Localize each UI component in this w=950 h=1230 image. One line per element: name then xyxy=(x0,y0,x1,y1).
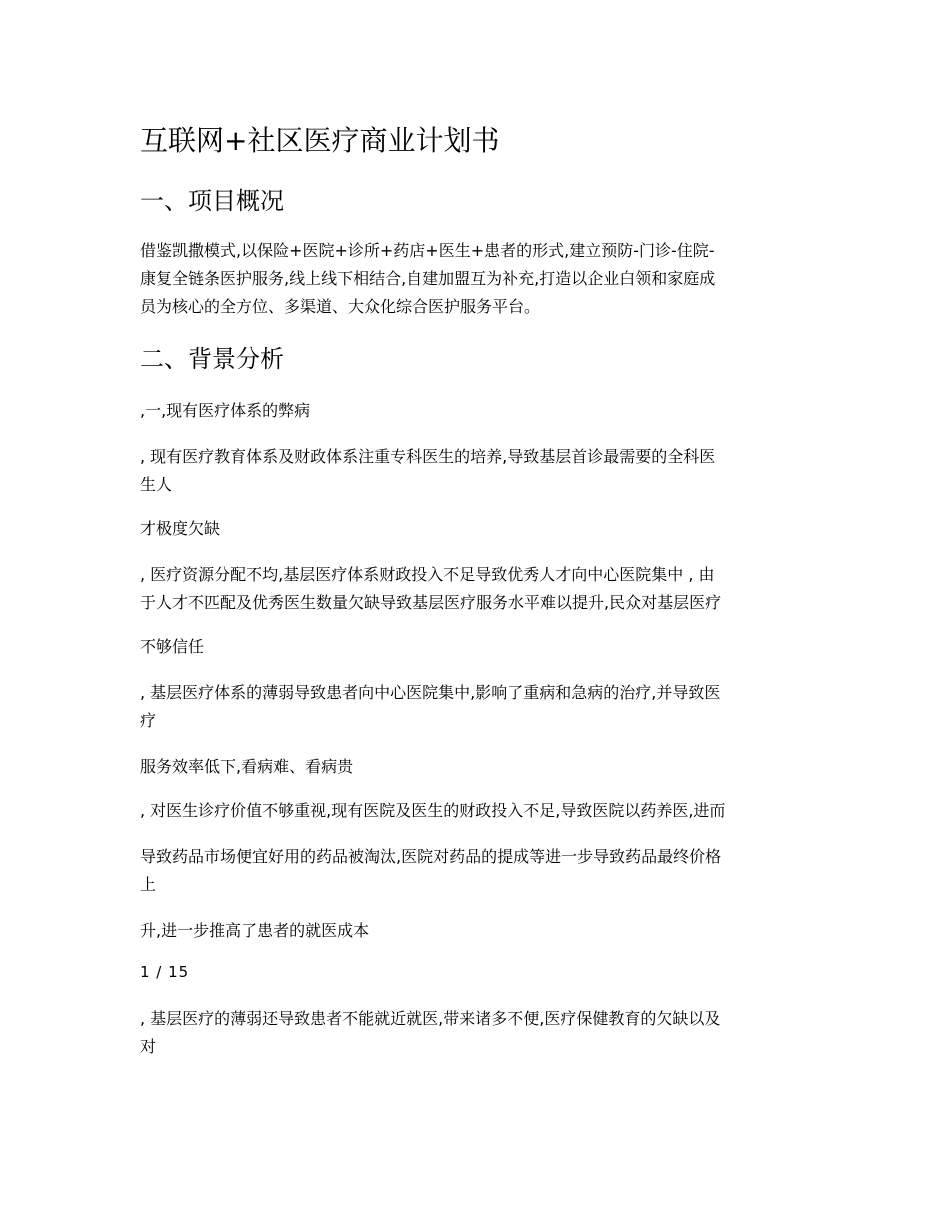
paragraph-line: 于人才不匹配及优秀医生数量欠缺导致基层医疗服务水平难以提升,民众对基层医疗 xyxy=(140,593,722,612)
document-title: 互联网+社区医疗商业计划书 xyxy=(140,124,500,157)
paragraph-line: 生人 xyxy=(140,475,173,494)
paragraph-line: 不够信任 xyxy=(140,637,205,656)
paragraph-line: 员为核心的全方位、多渠道、大众化综合医护服务平台。 xyxy=(140,297,541,316)
paragraph-line: 对 xyxy=(140,1037,157,1056)
paragraph-line: , 医疗资源分配不均,基层医疗体系财政投入不足导致优秀人才向中心医院集中 , 由 xyxy=(140,565,715,584)
section-heading-overview: 一、项目概况 xyxy=(140,187,284,215)
paragraph-line: 借鉴凯撒模式,以保险+医院+诊所+药店+医生+患者的形式,建立预防-门诊-住院- xyxy=(140,241,715,260)
paragraph-line: 上 xyxy=(140,875,157,894)
subsection-heading: ,一,现有医疗体系的弊病 xyxy=(140,401,311,420)
paragraph-line: 升,进一步推高了患者的就医成本 xyxy=(140,921,370,940)
page-number: 1 / 15 xyxy=(140,963,190,981)
paragraph-line: 导致药品市场便宜好用的药品被淘汰,医院对药品的提成等进一步导致药品最终价格 xyxy=(140,847,722,866)
paragraph-line: 康复全链条医护服务,线上线下相结合,自建加盟互为补充,打造以企业白领和家庭成 xyxy=(140,269,716,288)
paragraph-line: 疗 xyxy=(140,711,157,730)
paragraph-line: , 基层医疗体系的薄弱导致患者向中心医院集中,影响了重病和急病的治疗,并导致医 xyxy=(140,683,721,702)
paragraph-line: 服务效率低下,看病难、看病贵 xyxy=(140,757,354,776)
section-heading-background: 二、背景分析 xyxy=(140,345,284,373)
paragraph-line: 才极度欠缺 xyxy=(140,519,221,538)
paragraph-line: , 现有医疗教育体系及财政体系注重专科医生的培养,导致基层首诊最需要的全科医 xyxy=(140,447,716,466)
paragraph-line: , 基层医疗的薄弱还导致患者不能就近就医,带来诸多不便,医疗保健教育的欠缺以及 xyxy=(140,1009,721,1028)
paragraph-line: , 对医生诊疗价值不够重视,现有医院及医生的财政投入不足,导致医院以药养医,进而 xyxy=(140,801,726,820)
